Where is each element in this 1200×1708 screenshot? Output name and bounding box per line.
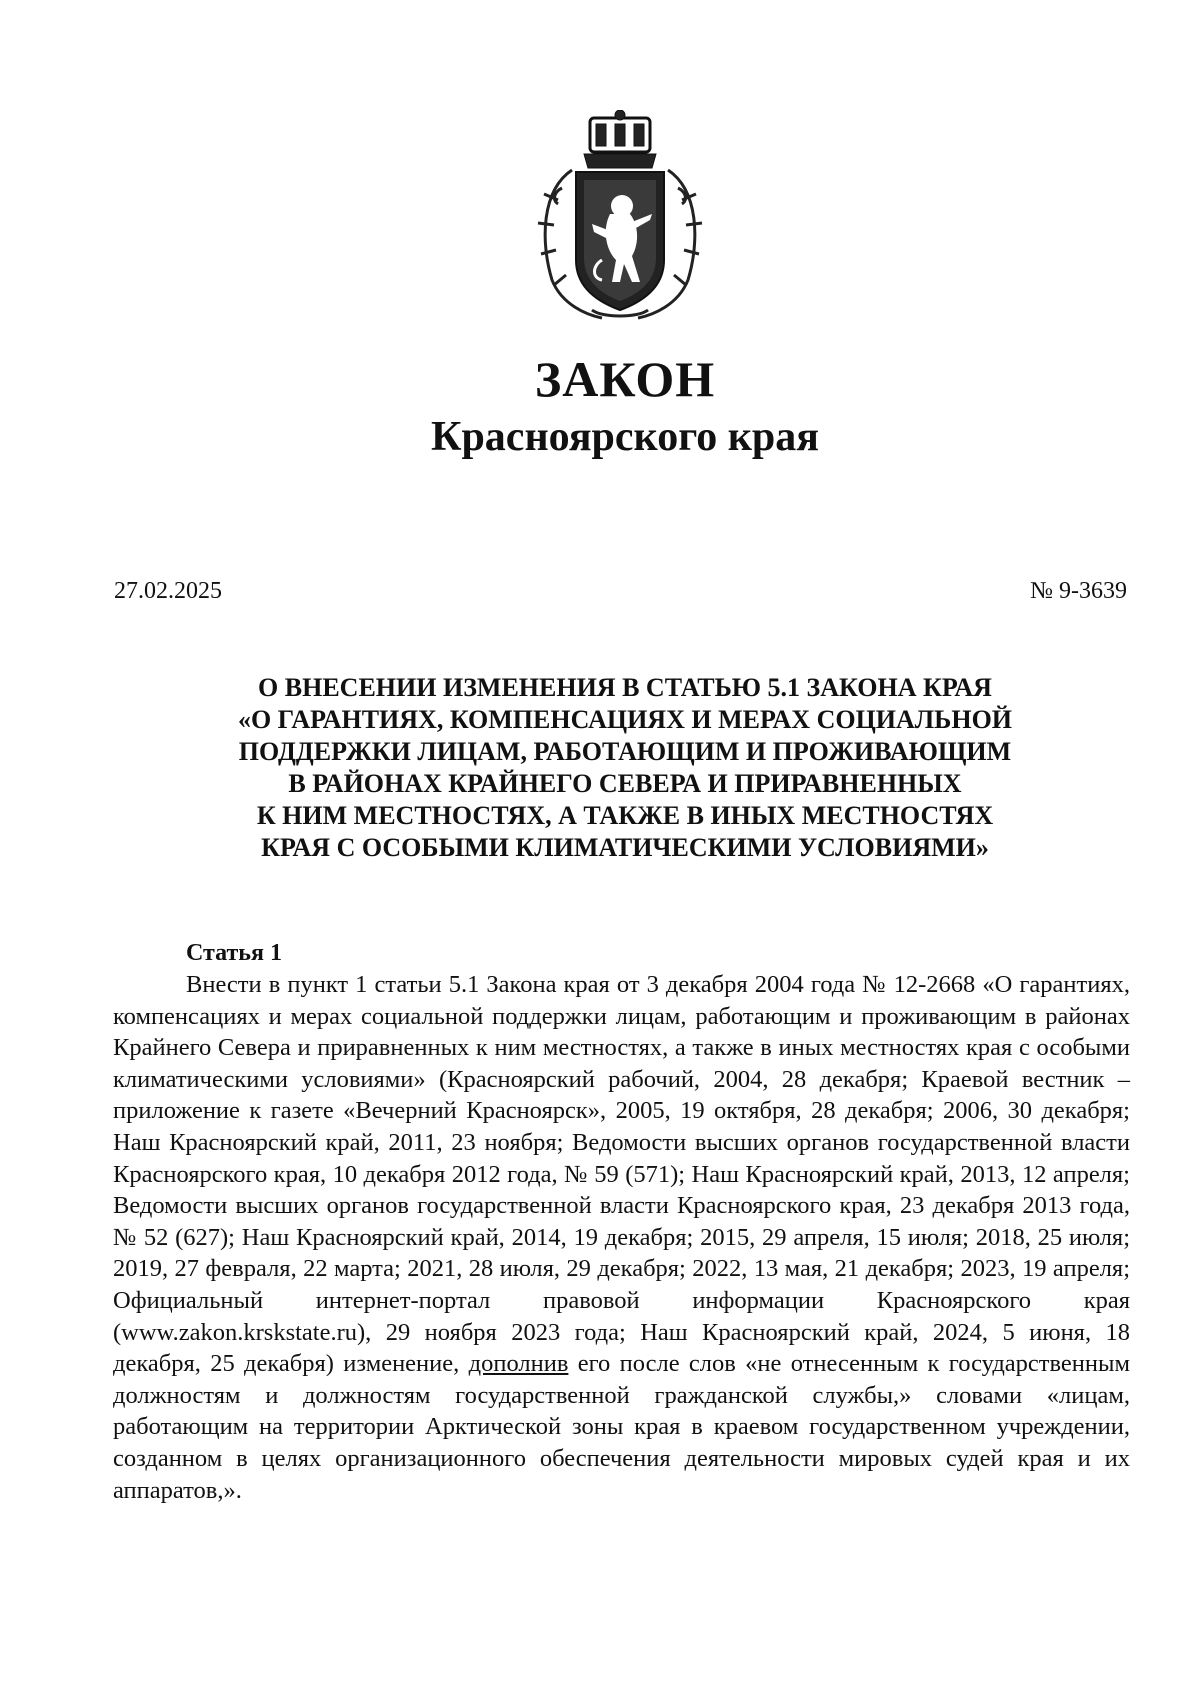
heading-line: В РАЙОНАХ КРАЙНЕГО СЕВЕРА И ПРИРАВНЕННЫХ [288,769,962,798]
heading-line: ПОДДЕРЖКИ ЛИЦАМ, РАБОТАЮЩИМ И ПРОЖИВАЮЩИМ [238,737,1012,766]
heading-line: О ВНЕСЕНИИ ИЗМЕНЕНИЯ В СТАТЬЮ 5.1 ЗАКОНА КРАЯ [258,673,992,702]
document-date: 27.02.2025 [114,578,222,604]
coat-of-arms-emblem [532,110,708,326]
article-body [113,969,1130,1506]
heading-line: «О ГАРАНТИЯХ, КОМПЕНСАЦИЯХ И МЕРАХ СОЦИАЛЬНОЙ [237,705,1013,734]
document-number: № 9-3639 [1030,578,1127,604]
article-text-underlined: дополнив [468,1350,569,1378]
heading-line: КРАЯ С ОСОБЫМИ КЛИМАТИЧЕСКИМИ УСЛОВИЯМИ» [261,833,989,862]
region-title: Красноярского края [430,414,820,460]
law-title: ЗАКОН [534,351,716,407]
article-text-part1: Внести в пункт 1 статьи 5.1 Закона края от 3 декабря 2004 года № 12-2668 «О гарантиях, компенсациях и мерах социальной поддержки лицам, работающим и проживающим в районах Крайнего Севера и приравненных к ним местностях, а также в иных местностях края с особыми климатическими условиями» (Красноярский рабочий, 2004, 28 декабря; Краевой вестник – приложение к газете «Вечерний Красноярск», 2005, 19 октября, 28 декабря; 2006, 30 декабря; Наш Красноярский край, 2011, 23 ноября; Ведомости высших органов государственной власти Красноярского края, 10 декабря 2012 года, № 59 (571); Наш Красноярский край, 2013, 12 апреля; Ведомости высших органов государственной власти Красноярского края, 23 декабря 2013 года, № 52 (627); Наш Красноярский край, 2014, 19 декабря; 2015, 29 апреля, 15 июля; 2018, 25 июля; 2019, 27 февраля, 22 марта; 2021, 28 июля, 29 декабря; 2022, 13 мая, 21 декабря; 2023, 19 апреля; Официальный интернет-портал правовой информации Красноярского края (www.zakon.krskstate.ru), 29 ноября 2023 года; Наш Красноярский край, 2024, 5 июня, 18 декабря, 25 декабря) изменение, [113,971,1130,1378]
heading-line: К НИМ МЕСТНОСТЯХ, А ТАКЖЕ В ИНЫХ МЕСТНОСТЯХ [256,801,994,830]
article-title: Статья 1 [186,940,282,966]
article-text-part2: его после слов «не отнесенным к государственным должностям и должностям государственной гражданской службы,» словами «лицам, работающим на территории Арктической зоны края в краевом государственном учреждении, созданном в целях организационного обеспечения деятельности мировых судей края и их аппаратов,». [113,1350,1130,1504]
law-heading [180,672,1070,864]
